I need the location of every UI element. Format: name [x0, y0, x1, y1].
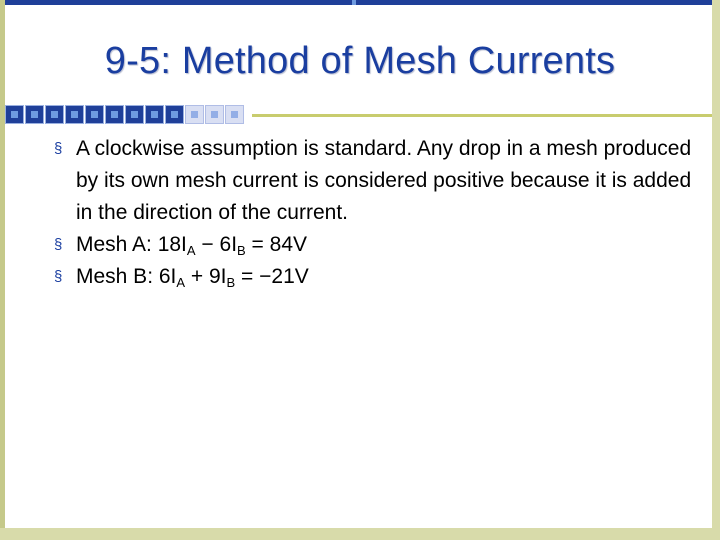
- bullet-marker-icon: §: [54, 236, 63, 253]
- decorative-square: [225, 105, 244, 124]
- bullet-list: [54, 133, 710, 293]
- subscript-a: A: [176, 275, 186, 290]
- decorative-square: [85, 105, 104, 124]
- bullet-item-clockwise: [54, 133, 710, 229]
- bottom-border-bar: [0, 528, 720, 540]
- top-border-accent: [352, 0, 356, 5]
- equation-prefix: Mesh A: 18I: [76, 233, 187, 256]
- top-border-bar: [0, 0, 720, 5]
- equation-suffix: = −21V: [235, 265, 309, 288]
- subscript-b: B: [226, 275, 236, 290]
- title-divider-line: [252, 114, 712, 117]
- equation-middle: − 6I: [195, 233, 238, 256]
- decorative-square: [45, 105, 64, 124]
- bullet-text: A clockwise assumption is standard. Any drop in a mesh produced by its own mesh current is considered positive because it is added in the direction of the current.: [76, 137, 692, 224]
- bullet-item-mesh-a: [54, 229, 710, 261]
- subscript-b: B: [237, 243, 246, 258]
- subscript-a: A: [186, 243, 196, 258]
- bullet-marker-icon: §: [54, 268, 63, 285]
- decorative-square: [185, 105, 204, 124]
- decorative-square: [5, 105, 24, 124]
- decorative-square: [165, 105, 184, 124]
- decorative-square: [205, 105, 224, 124]
- decorative-square: [105, 105, 124, 124]
- equation-middle: + 9I: [185, 265, 227, 288]
- bullet-item-mesh-b: [54, 261, 710, 293]
- decorative-square: [125, 105, 144, 124]
- decorative-square: [65, 105, 84, 124]
- slide-title: 9-5: Method of Mesh Currents: [104, 40, 616, 82]
- decorative-square: [25, 105, 44, 124]
- equation-suffix: = 84V: [245, 233, 308, 256]
- equation-prefix: Mesh B: 6I: [76, 265, 177, 288]
- bullet-marker-icon: §: [54, 140, 63, 157]
- decorative-square-strip: [5, 105, 245, 124]
- decorative-square: [145, 105, 164, 124]
